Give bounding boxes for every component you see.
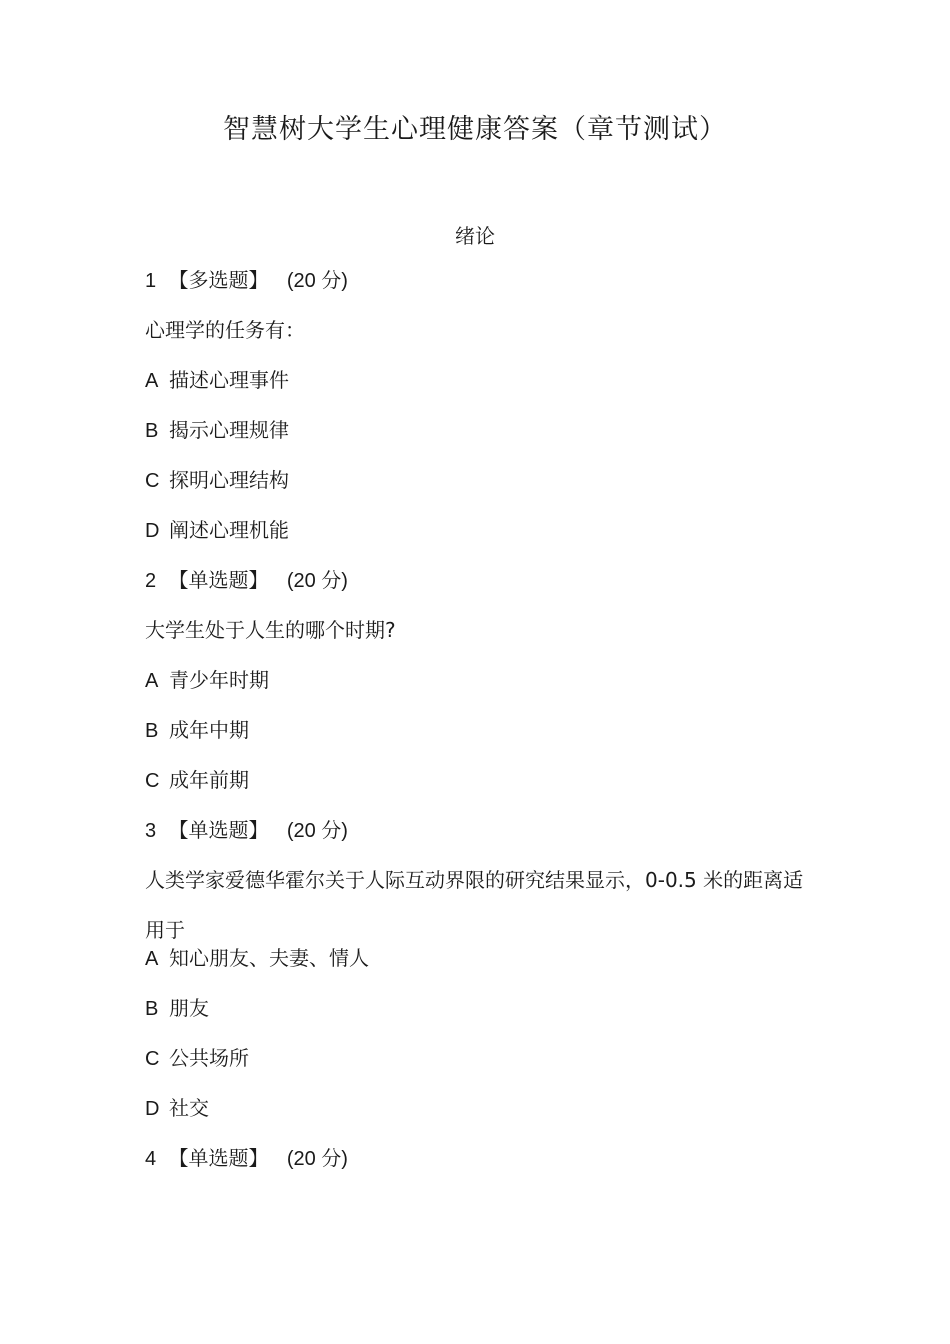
question-score: (20 分) [286,270,348,292]
option-letter: D [145,520,160,542]
question-type: 【单选题】 [168,568,269,592]
option-letter: A [145,670,159,692]
answer-option [145,366,815,416]
answer-option [145,516,815,566]
question-number: 1 [145,270,157,292]
question-header [145,266,815,316]
question-stem: 大学生处于人生的哪个时期? [145,618,396,642]
option-text: 社交 [169,1096,209,1120]
option-letter: D [145,1098,160,1120]
answer-option [145,994,815,1044]
question-number: 4 [145,1148,157,1170]
option-letter: B [145,998,159,1020]
option-letter: B [145,720,159,742]
option-text: 成年前期 [169,768,249,792]
option-text: 朋友 [169,996,209,1020]
option-text: 成年中期 [169,718,249,742]
answer-option [145,1044,815,1094]
question-type: 【多选题】 [168,268,269,292]
question-score: (20 分) [286,820,348,842]
answer-option [145,466,815,516]
question-score: (20 分) [286,570,348,592]
question-list [145,266,815,1194]
option-letter: A [145,370,159,392]
option-letter: A [145,948,159,970]
option-text: 公共场所 [169,1046,249,1070]
option-text: 青少年时期 [169,668,269,692]
answer-option [145,416,815,466]
question-stem: 人类学家爱德华霍尔关于人际互动界限的研究结果显示，0-0.5 米的距离适用于 [145,868,804,942]
option-text: 阐述心理机能 [169,518,289,542]
answer-option [145,766,815,816]
answer-option [145,666,815,716]
option-text: 揭示心理规律 [169,418,289,442]
option-text: 描述心理事件 [169,368,289,392]
option-letter: B [145,420,159,442]
question-type: 【单选题】 [168,818,269,842]
question-number: 2 [145,570,157,592]
section-title: 绪论 [455,224,495,248]
question-score: (20 分) [286,1148,348,1170]
option-text: 探明心理结构 [169,468,289,492]
question-stem: 心理学的任务有： [145,318,305,342]
answer-option [145,1094,815,1144]
option-letter: C [145,470,160,492]
answer-option [145,944,815,994]
question-header [145,1144,815,1194]
question-number: 3 [145,820,157,842]
question-type: 【单选题】 [168,1146,269,1170]
option-text: 知心朋友、夫妻、情人 [169,946,369,970]
option-letter: C [145,770,160,792]
option-letter: C [145,1048,160,1070]
document-title: 智慧树大学生心理健康答案（章节测试） [223,114,727,145]
answer-option [145,716,815,766]
question-header [145,566,815,616]
